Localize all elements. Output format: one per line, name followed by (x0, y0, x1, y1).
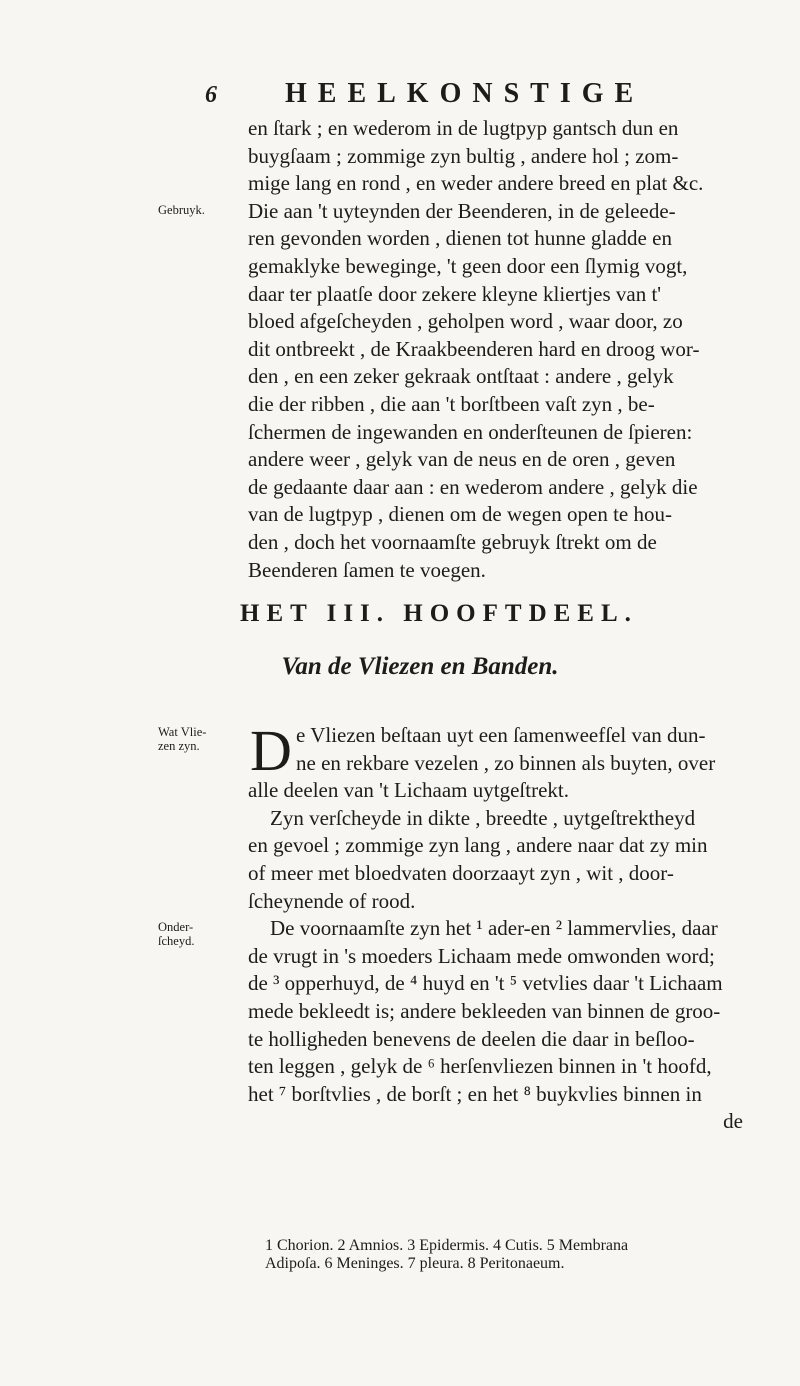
text-line: ſchermen de ingewanden en onderſteunen de ſpieren: (248, 419, 693, 444)
text-line: den , en een zeker gekraak ontſtaat : andere , gelyk (248, 364, 674, 389)
text-line: de vrugt in 's moeders Lichaam mede omwonden word; (248, 943, 715, 968)
text-line: Die aan 't uyteynden der Beenderen, in de geleede- (248, 198, 676, 223)
text-line: alle deelen van 't Lichaam uytgeſtrekt. (248, 778, 569, 803)
text-line: den , doch het voornaamſte gebruyk ſtrekt om de (248, 529, 657, 554)
footnote-line: Adipoſa. 6 Meninges. 7 pleura. 8 Peritonaeum. (265, 1255, 565, 1272)
text-line: en gevoel ; zommige zyn lang , andere naar dat zy min (248, 833, 708, 858)
running-head (205, 78, 645, 114)
text-line: mede bekleedt is; andere bekleeden van binnen de groo- (248, 998, 721, 1023)
footnote-line: 1 Chorion. 2 Amnios. 3 Epidermis. 4 Cutis. 5 Membrana (265, 1237, 629, 1254)
running-title: HEELKONSTIGE (285, 78, 645, 109)
paragraph-block-2 (248, 718, 748, 1136)
paragraph-block-1 (248, 115, 748, 584)
catchword: de (723, 1109, 743, 1134)
text-line: ne en rekbare vezelen , zo binnen als buyten, over (296, 750, 716, 775)
text-line: andere weer , gelyk van de neus en de oren , geven (248, 447, 676, 472)
footnotes (265, 1237, 785, 1273)
text-line: te holligheden benevens de deelen die daar in beſloo- (248, 1026, 695, 1051)
page-number: 6 (205, 82, 217, 108)
text-line: dit ontbreekt , de Kraakbeenderen hard en droog wor- (248, 336, 700, 361)
text-line: gemaklyke beweginge, 't geen door een ſlymig vogt, (248, 253, 688, 278)
text-line: Zyn verſcheyde in dikte , breedte , uytgeſtrektheyd (270, 805, 696, 830)
text-line: de ³ opperhuyd, de ⁴ huyd en 't ⁵ vetvlies daar 't Lichaam (248, 971, 723, 996)
text-line: die der ribben , die aan 't borſtbeen vaſt zyn , be- (248, 391, 655, 416)
text-line: ren gevonden worden , dienen tot hunne gladde en (248, 226, 672, 251)
chapter-subtitle: Van de Vliezen en Banden. (281, 653, 559, 680)
text-line: mige lang en rond , en weder andere breed en plat &c. (248, 171, 704, 196)
text-line: bloed afgeſcheyden , geholpen word , waar door, zo (248, 309, 683, 334)
text-line: van de lugtpyp , dienen om de wegen open te hou- (248, 502, 672, 527)
text-line: Beenderen ſamen te voegen. (248, 557, 486, 582)
text-line: e Vliezen beſtaan uyt een ſamenweefſel van dun- (296, 723, 706, 747)
text-line: ten leggen , gelyk de ⁶ herſenvliezen binnen in 't hoofd, (248, 1054, 712, 1079)
margin-note-wat-vliezen: Wat Vlie- zen zyn. (158, 725, 207, 753)
drop-cap-initial: D (250, 718, 292, 783)
text-line: buygſaam ; zommige zyn bultig , andere hol ; zom- (248, 143, 679, 168)
text-line: het ⁷ borſtvlies , de borſt ; en het ⁸ buykvlies binnen in (248, 1081, 702, 1106)
text-line: ſcheynende of rood. (248, 888, 416, 913)
text-line: De voornaamſte zyn het ¹ ader-en ² lammervlies, daar (270, 916, 718, 941)
text-line: daar ter plaatſe door zekere kleyne kliertjes van t' (248, 281, 662, 306)
chapter-heading: HET III. HOOFTDEEL. (240, 600, 638, 627)
text-line: en ſtark ; en wederom in de lugtpyp gantsch dun en (248, 116, 679, 140)
text-line: de gedaante daar aan : en wederom andere , gelyk die (248, 474, 698, 499)
margin-note-onderscheyd: Onder- ſcheyd. (158, 920, 195, 948)
margin-note-gebruyk: Gebruyk. (158, 203, 205, 217)
text-line: of meer met bloedvaten doorzaayt zyn , wit , door- (248, 860, 674, 885)
